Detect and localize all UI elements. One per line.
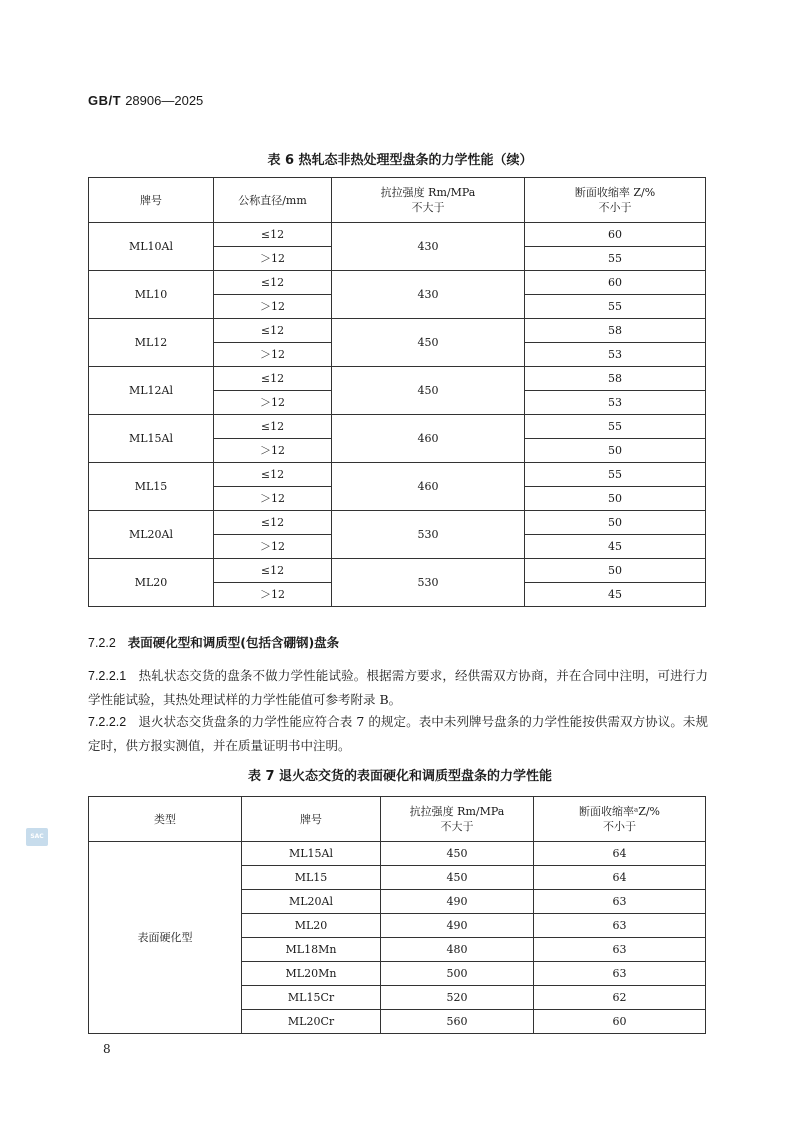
t6-reduction-cell: 45	[525, 535, 706, 559]
standard-code: GB/T	[88, 93, 122, 108]
t6-strength-cell: 450	[332, 319, 525, 367]
t6-grade-cell: ML10	[89, 271, 214, 319]
t6-grade-cell: ML15Al	[89, 415, 214, 463]
t6-diameter-cell: ＞12	[214, 583, 332, 607]
t6-header-strength	[332, 178, 525, 223]
table-row	[89, 842, 706, 866]
paragraph-7-2-2-1	[88, 664, 708, 711]
t6-strength-cell: 430	[332, 223, 525, 271]
t6-grade-cell: ML12Al	[89, 367, 214, 415]
t6-reduction-cell: 50	[525, 487, 706, 511]
t7-grade-cell: ML18Mn	[242, 938, 381, 962]
table-row	[89, 511, 706, 535]
t7-reduction-cell: 64	[534, 866, 706, 890]
t6-grade-cell: ML12	[89, 319, 214, 367]
t6-diameter-cell: ≤12	[214, 223, 332, 247]
table-row	[89, 559, 706, 583]
t6-reduction-cell: 45	[525, 583, 706, 607]
t6-header-diameter: 公称直径/mm	[214, 178, 332, 223]
t6-reduction-cell: 58	[525, 367, 706, 391]
t6-strength-cell: 530	[332, 559, 525, 607]
t6-diameter-cell: ＞12	[214, 535, 332, 559]
t6-diameter-cell: ＞12	[214, 487, 332, 511]
table-row	[89, 319, 706, 343]
table7-caption: 表 7 退火态交货的表面硬化和调质型盘条的力学性能	[247, 769, 553, 784]
t6-reduction-cell: 55	[525, 415, 706, 439]
t6-diameter-cell: ≤12	[214, 319, 332, 343]
paragraph-7-2-2-2	[88, 710, 708, 757]
standard-header	[88, 93, 203, 109]
table6	[88, 177, 706, 607]
t6-grade-cell: ML20	[89, 559, 214, 607]
section-number: 7.2.2	[88, 636, 116, 650]
section-heading	[88, 633, 339, 651]
t6-strength-cell: 530	[332, 511, 525, 559]
t6-reduction-cell: 60	[525, 223, 706, 247]
t7-reduction-cell: 64	[534, 842, 706, 866]
paragraph-text: 热轧状态交货的盘条不做力学性能试验。根据需方要求，经供需双方协商，并在合同中注明，可进行力学性能试验，其热处理试样的力学性能值可参考附录 B。	[88, 668, 708, 707]
watermark-stamp: SAC	[26, 828, 48, 846]
t7-grade-cell: ML15Cr	[242, 986, 381, 1010]
t7-reduction-cell: 63	[534, 938, 706, 962]
t7-grade-cell: ML20Al	[242, 890, 381, 914]
t6-header-reduction-line1: 断面收缩率 Z/%	[574, 186, 656, 199]
t6-diameter-cell: ＞12	[214, 247, 332, 271]
t7-grade-cell: ML15Al	[242, 842, 381, 866]
t6-diameter-cell: ＞12	[214, 391, 332, 415]
section-title: 表面硬化型和调质型(包括含硼钢)盘条	[127, 635, 340, 650]
t6-diameter-cell: ＞12	[214, 439, 332, 463]
t6-diameter-cell: ≤12	[214, 559, 332, 583]
table-row	[89, 271, 706, 295]
t7-strength-cell: 560	[381, 1010, 534, 1034]
t7-reduction-cell: 60	[534, 1010, 706, 1034]
t6-grade-cell: ML20Al	[89, 511, 214, 559]
t7-header-type: 类型	[89, 797, 242, 842]
t6-reduction-cell: 53	[525, 343, 706, 367]
t7-strength-cell: 450	[381, 842, 534, 866]
t7-strength-cell: 500	[381, 962, 534, 986]
table-row	[89, 463, 706, 487]
t6-header-strength-line1: 抗拉强度 Rm/MPa	[380, 186, 476, 199]
t6-reduction-cell: 50	[525, 559, 706, 583]
t7-reduction-cell: 63	[534, 890, 706, 914]
t6-strength-cell: 460	[332, 415, 525, 463]
t6-strength-cell: 450	[332, 367, 525, 415]
t7-header-strength-line1: 抗拉强度 Rm/MPa	[409, 805, 505, 818]
t6-strength-cell: 430	[332, 271, 525, 319]
t6-diameter-cell: ≤12	[214, 367, 332, 391]
t6-grade-cell: ML15	[89, 463, 214, 511]
table7	[88, 796, 706, 1034]
t7-type-cell: 表面硬化型	[89, 842, 242, 1034]
t6-reduction-cell: 55	[525, 295, 706, 319]
t7-grade-cell: ML20Mn	[242, 962, 381, 986]
table-row	[89, 223, 706, 247]
t7-header-reduction-line1: 断面收缩率ᵃZ/%	[578, 805, 661, 818]
t6-grade-cell: ML10Al	[89, 223, 214, 271]
t7-reduction-cell: 63	[534, 914, 706, 938]
t6-header-grade: 牌号	[89, 178, 214, 223]
paragraph-number: 7.2.2.1	[88, 669, 127, 683]
t7-reduction-cell: 63	[534, 962, 706, 986]
t7-strength-cell: 490	[381, 890, 534, 914]
t6-reduction-cell: 50	[525, 511, 706, 535]
page-number: 8	[103, 1042, 111, 1056]
t6-diameter-cell: ≤12	[214, 271, 332, 295]
t7-header-reduction	[534, 797, 706, 842]
t6-reduction-cell: 55	[525, 463, 706, 487]
table-row	[89, 367, 706, 391]
t7-header-grade: 牌号	[242, 797, 381, 842]
t7-strength-cell: 480	[381, 938, 534, 962]
table-row	[89, 415, 706, 439]
t6-header-reduction-line2: 不小于	[598, 201, 632, 214]
t6-diameter-cell: ＞12	[214, 343, 332, 367]
t6-diameter-cell: ＞12	[214, 295, 332, 319]
table6-caption: 表 6 热轧态非热处理型盘条的力学性能（续）	[267, 153, 533, 168]
t7-grade-cell: ML20Cr	[242, 1010, 381, 1034]
t7-grade-cell: ML20	[242, 914, 381, 938]
t6-header-reduction	[525, 178, 706, 223]
t7-strength-cell: 520	[381, 986, 534, 1010]
standard-number: 28906—2025	[125, 93, 204, 108]
t6-reduction-cell: 53	[525, 391, 706, 415]
t6-strength-cell: 460	[332, 463, 525, 511]
t7-header-reduction-line2: 不小于	[603, 820, 636, 833]
t6-reduction-cell: 58	[525, 319, 706, 343]
t7-strength-cell: 490	[381, 914, 534, 938]
t7-header-strength	[381, 797, 534, 842]
t7-header-strength-line2: 不大于	[440, 820, 474, 833]
paragraph-text: 退火状态交货盘条的力学性能应符合表 7 的规定。表中未列牌号盘条的力学性能按供需双方协议。未规定时，供方报实测值，并在质量证明书中注明。	[88, 714, 708, 753]
t6-reduction-cell: 50	[525, 439, 706, 463]
t6-diameter-cell: ≤12	[214, 463, 332, 487]
t7-grade-cell: ML15	[242, 866, 381, 890]
t6-diameter-cell: ≤12	[214, 415, 332, 439]
t6-diameter-cell: ≤12	[214, 511, 332, 535]
paragraph-number: 7.2.2.2	[88, 715, 127, 729]
t7-strength-cell: 450	[381, 866, 534, 890]
t6-header-strength-line2: 不大于	[411, 201, 445, 214]
t6-reduction-cell: 55	[525, 247, 706, 271]
t6-reduction-cell: 60	[525, 271, 706, 295]
t7-reduction-cell: 62	[534, 986, 706, 1010]
